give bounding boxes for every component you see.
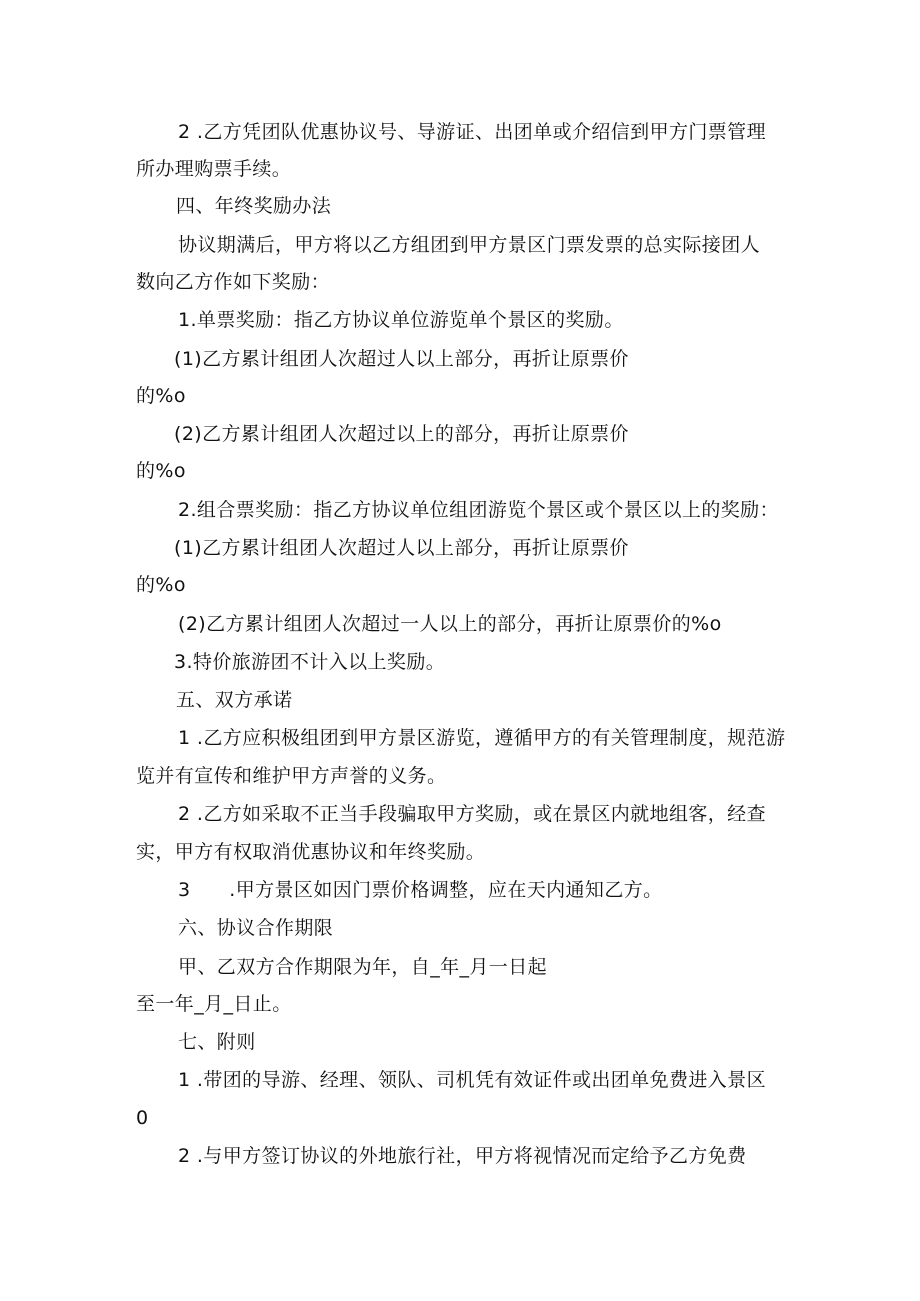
paragraph-line: 协议期满后，甲方将以乙方组团到甲方景区门票发票的总实际接团人: [178, 234, 761, 256]
paragraph-line: 1.单票奖励：指乙方协议单位游览单个景区的奖励。: [178, 309, 624, 331]
paragraph-line: 1 .带团的导游、经理、领队、司机凭有效证件或出团单免费进入景区: [178, 1069, 766, 1091]
paragraph-line: 2 .乙方如采取不正当手段骗取甲方奖励，或在景区内就地组客，经查: [178, 803, 766, 825]
paragraph-line: 数向乙方作如下奖励：: [136, 271, 331, 293]
paragraph-line: 3.特价旅游团不计入以上奖励。: [174, 651, 446, 673]
paragraph-line: 的%o: [136, 574, 186, 596]
paragraph-line: 0: [136, 1107, 149, 1129]
section-heading: 四、年终奖励办法: [176, 195, 332, 217]
paragraph-line: 至一年_月_日止。: [136, 993, 292, 1015]
section-heading: 五、双方承诺: [176, 689, 293, 711]
paragraph-line: (2)乙方累计组团人次超过以上的部分，再折让原票价: [174, 423, 629, 445]
paragraph-line: 所办理购票手续。: [136, 158, 292, 180]
paragraph-line: 甲、乙双方合作期限为年，自_年_月一日起: [178, 956, 548, 978]
paragraph-line: 实，甲方有权取消优惠协议和年终奖励。: [136, 841, 486, 863]
paragraph-line: 2 .与甲方签订协议的外地旅行社，甲方将视情况而定给予乙方免费: [178, 1145, 747, 1167]
paragraph-line: (1)乙方累计组团人次超过人以上部分，再折让原票价: [174, 348, 629, 370]
paragraph-line: 的%o: [136, 385, 186, 407]
section-heading: 七、附则: [178, 1031, 256, 1053]
paragraph-line: 2 .乙方凭团队优惠协议号、导游证、出团单或介绍信到甲方门票管理: [178, 121, 766, 143]
paragraph-line: (2)乙方累计组团人次超过一人以上的部分，再折让原票价的%o: [178, 613, 722, 635]
paragraph-line: (1)乙方累计组团人次超过人以上部分，再折让原票价: [174, 537, 629, 559]
section-heading: 六、协议合作期限: [178, 917, 334, 939]
paragraph-line: 的%o: [136, 460, 186, 482]
paragraph-line: 1 .乙方应积极组团到甲方景区游览，遵循甲方的有关管理制度，规范游: [178, 727, 786, 749]
paragraph-line: 览并有宣传和维护甲方声誉的义务。: [136, 765, 447, 787]
paragraph-line: 2.组合票奖励：指乙方协议单位组团游览个景区或个景区以上的奖励：: [178, 499, 779, 521]
paragraph-line: 3 .甲方景区如因门票价格调整，应在天内通知乙方。: [178, 879, 663, 901]
